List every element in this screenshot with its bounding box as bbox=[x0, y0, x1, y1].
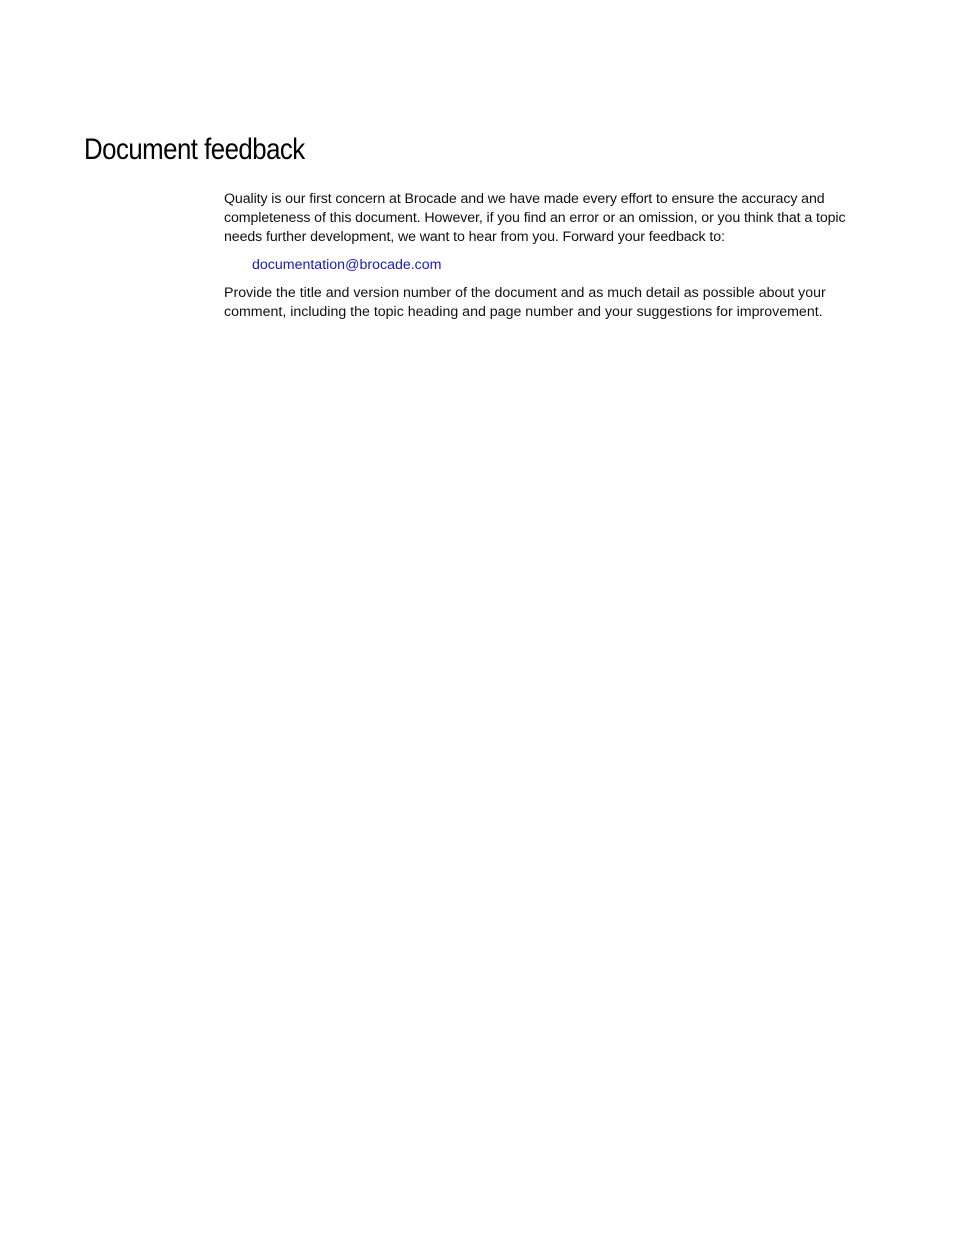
feedback-section bbox=[224, 190, 869, 322]
page-title: Document feedback bbox=[84, 133, 305, 166]
details-paragraph: Provide the title and version number of the document and as much detail as possible about your comment, including the topic heading and page number and your suggestions for improvement. bbox=[224, 285, 826, 320]
feedback-email-link[interactable]: documentation@brocade.com bbox=[252, 257, 442, 273]
intro-paragraph: Quality is our first concern at Brocade and we have made every effort to ensure the accuracy and completeness of this document. However, if you find an error or an omission, or you think that a topic needs further development, we want to hear from you. Forward your feedback to: bbox=[224, 191, 846, 245]
